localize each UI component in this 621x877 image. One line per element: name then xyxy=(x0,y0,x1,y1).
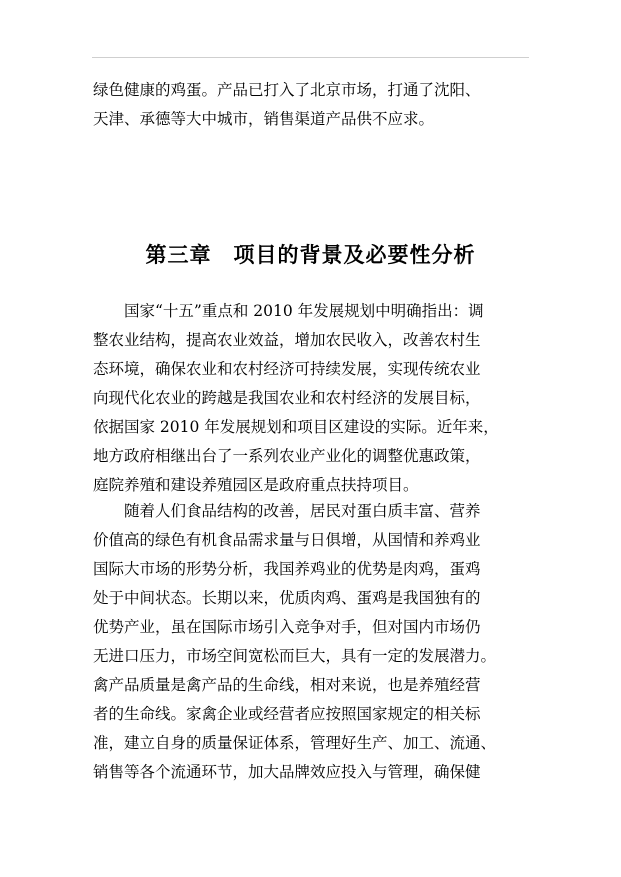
continuation-paragraph xyxy=(93,76,533,134)
body-paragraph-2 xyxy=(93,497,533,787)
text-line: 者的生命线。家禽企业或经营者应按照国家规定的相关标 xyxy=(93,705,481,723)
text-line: 天津、承德等大中城市，销售渠道产品供不应求。 xyxy=(93,110,435,128)
text-line: 庭院养殖和建设养殖园区是政府重点扶持项目。 xyxy=(93,476,419,494)
chapter-title: 第三章 项目的背景及必要性分析 xyxy=(145,242,476,267)
text-line: 优势产业，虽在国际市场引入竞争对手，但对国内市场仍 xyxy=(93,618,481,636)
text-line: 准，建立自身的质量保证体系，管理好生产、加工、流通、 xyxy=(93,734,497,752)
text-line: 处于中间状态。长期以来，优质肉鸡、蛋鸡是我国独有的 xyxy=(93,589,481,607)
text-line: 国家“十五”重点和 2010 年发展规划中明确指出：调 xyxy=(124,302,484,320)
text-line: 绿色健康的鸡蛋。产品已打入了北京市场，打通了沈阳、 xyxy=(93,81,481,99)
text-line: 地方政府相继出台了一系列农业产业化的调整优惠政策， xyxy=(93,447,481,465)
text-line: 整农业结构，提高农业效益，增加农民收入，改善农村生 xyxy=(93,331,481,349)
text-line: 态环境，确保农业和农村经济可持续发展，实现传统农业 xyxy=(93,360,481,378)
body-paragraph-1 xyxy=(93,297,533,500)
text-line: 无进口压力，市场空间宽松而巨大，具有一定的发展潜力。 xyxy=(93,647,497,665)
text-line: 随着人们食品结构的改善，居民对蛋白质丰富、营养 xyxy=(124,502,481,520)
text-line: 依据国家 2010 年发展规划和项目区建设的实际。近年来， xyxy=(93,418,499,436)
text-line: 价值高的绿色有机食品需求量与日俱增，从国情和养鸡业 xyxy=(93,531,481,549)
text-line: 禽产品质量是禽产品的生命线，相对来说，也是养殖经营 xyxy=(93,676,481,694)
text-line: 销售等各个流通环节，加大品牌效应投入与管理，确保健 xyxy=(93,763,481,781)
text-line: 向现代化农业的跨越是我国农业和农村经济的发展目标， xyxy=(93,389,481,407)
text-line: 国际大市场的形势分析，我国养鸡业的优势是肉鸡，蛋鸡 xyxy=(93,560,481,578)
header-rule xyxy=(92,57,529,58)
